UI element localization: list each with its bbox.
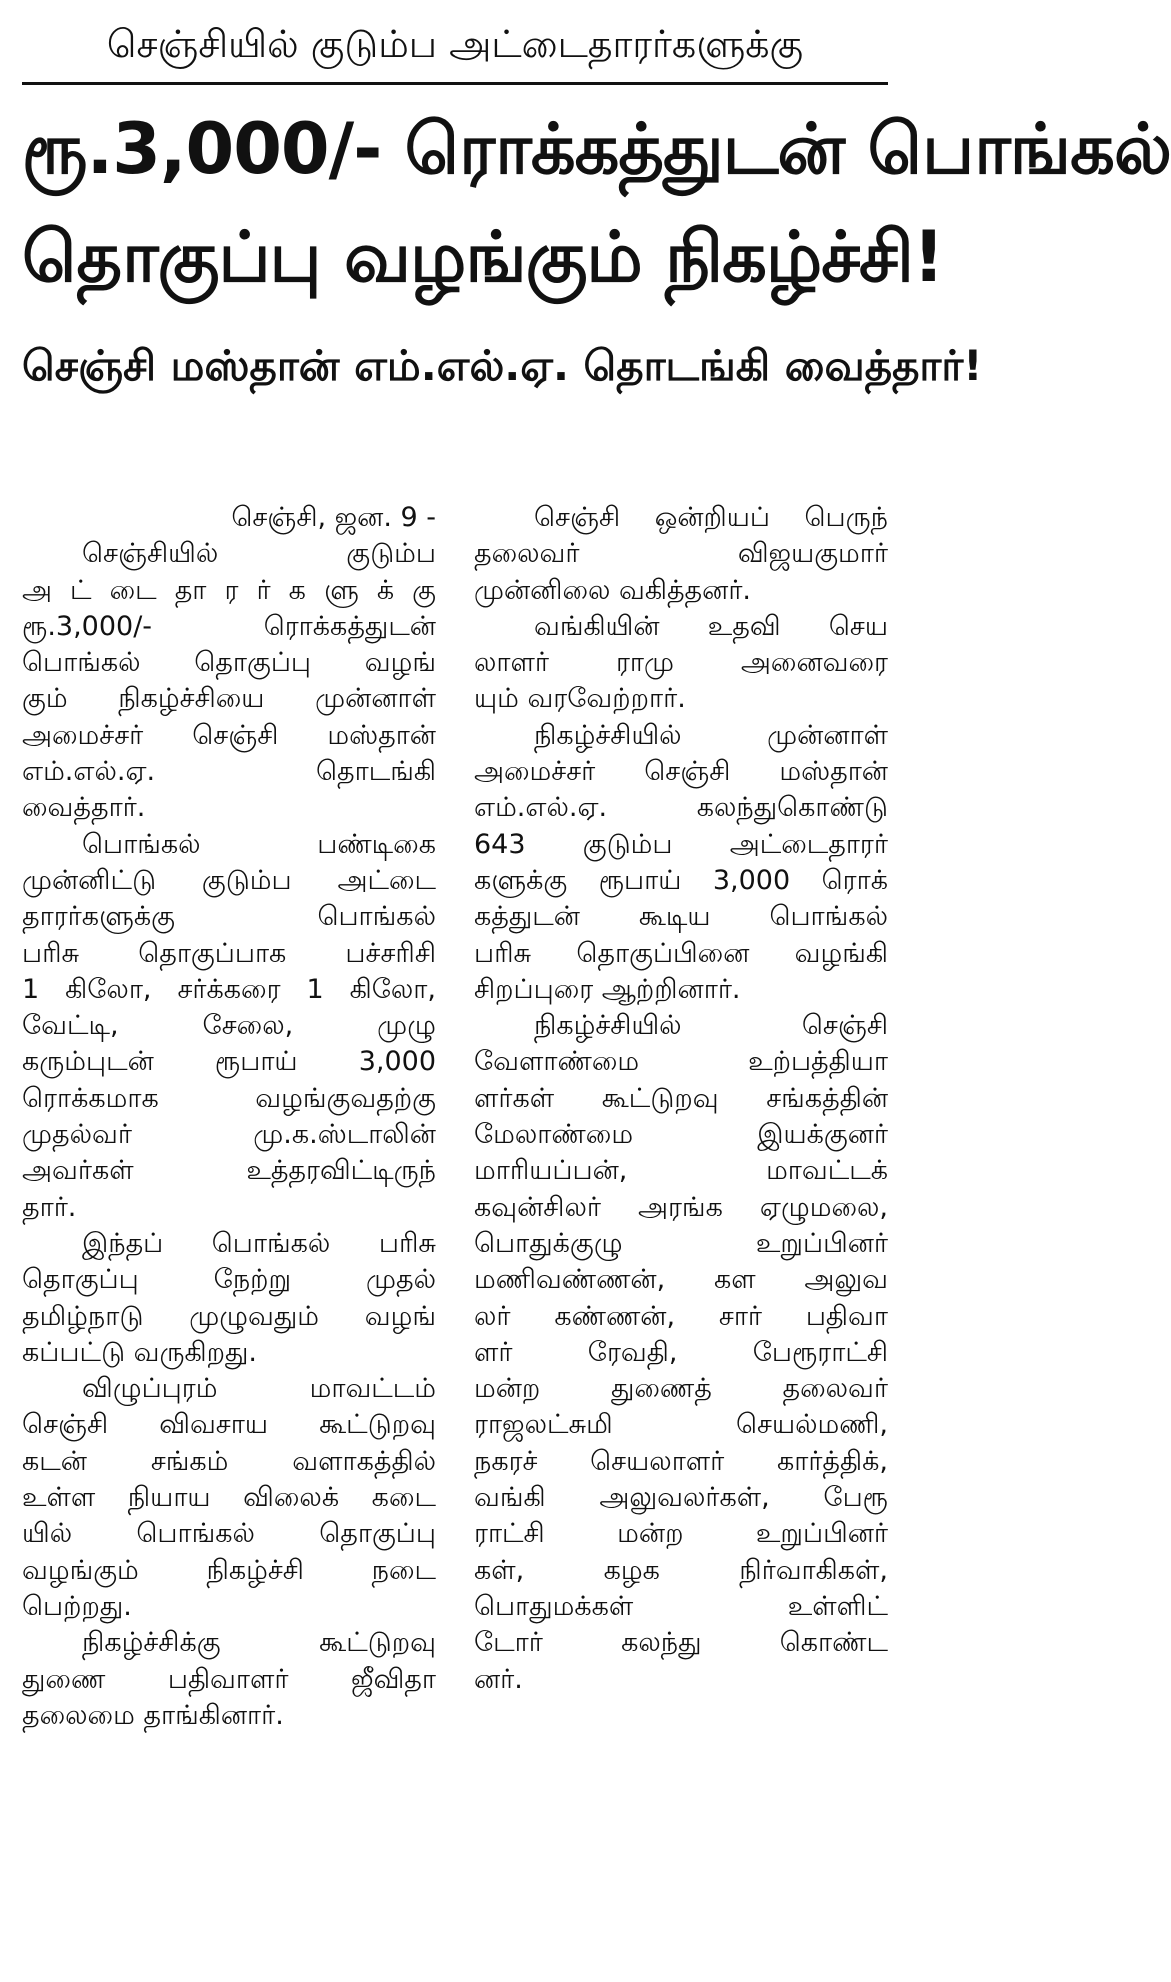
text-line: விழுப்புரம் மாவட்டம் (82, 1373, 436, 1405)
text-line: தமிழ்நாடு முழுவதும் வழங் (22, 1300, 436, 1332)
text-line: உள்ள நியாய விலைக் கடை (22, 1482, 436, 1514)
text-line: 1 கிலோ, சர்க்கரை 1 கிலோ, (22, 973, 436, 1005)
kicker-headline: செஞ்சியில் குடும்ப அட்டைதாரர்களுக்கு (106, 22, 804, 66)
text-line: செஞ்சியில் குடும்ப (82, 538, 436, 570)
text-line: ரொக்கமாக வழங்குவதற்கு (22, 1082, 436, 1114)
text-line: தலைவர் விஜயகுமார் (474, 538, 888, 570)
text-line: மேலாண்மை இயக்குனர் (474, 1119, 888, 1151)
text-line: சிறப்புரை ஆற்றினார். (474, 973, 741, 1005)
text-line: பொதுக்குழு உறுப்பினர் (474, 1227, 888, 1259)
text-line: நிகழ்ச்சிக்கு கூட்டுறவு (82, 1627, 436, 1659)
text-line: பொங்கல் தொகுப்பு வழங் (22, 647, 436, 679)
headline-line-2: தொகுப்பு வழங்கும் நிகழ்ச்சி! (22, 216, 944, 298)
text-line: எம்.எல்.ஏ. கலந்துகொண்டு (474, 792, 888, 824)
text-line: ராட்சி மன்ற உறுப்பினர் (474, 1518, 888, 1550)
text-line: கடன் சங்கம் வளாகத்தில் (22, 1445, 436, 1477)
text-line: நிகழ்ச்சியில் முன்னாள் (534, 719, 888, 751)
text-line: பரிசு தொகுப்பாக பச்சரிசி (22, 937, 436, 969)
text-line: மன்ற துணைத் தலைவர் (474, 1373, 888, 1405)
text-line: வங்கி அலுவலர்கள், பேரூ (474, 1482, 888, 1514)
text-line: தொகுப்பு நேற்று முதல் (22, 1264, 436, 1296)
text-line: கள், கழக நிர்வாகிகள், (474, 1554, 888, 1586)
text-line: செஞ்சி, ஜன. 9 - (231, 502, 436, 533)
text-line: நகரச் செயலாளர் கார்த்திக், (474, 1445, 888, 1477)
text-line: அமைச்சர் செஞ்சி மஸ்தான் (22, 719, 436, 751)
body-column-right (474, 500, 888, 1970)
text-line: கவுன்சிலர் அரங்க ஏழுமலை, (474, 1191, 888, 1223)
text-line: பெற்றது. (22, 1590, 132, 1622)
headline-rule (22, 82, 888, 85)
text-line: அவர்கள் உத்தரவிட்டிருந் (22, 1155, 436, 1187)
body-column-left (22, 500, 436, 1970)
text-line: எம்.எல்.ஏ. தொடங்கி (22, 756, 436, 788)
text-line: லர் கண்ணன், சார் பதிவா (474, 1300, 888, 1332)
text-line: யும் வரவேற்றார். (474, 683, 686, 715)
text-line: பரிசு தொகுப்பினை வழங்கி (474, 937, 888, 969)
text-line: அ ட் டை தா ர ர் க ளு க் கு (22, 574, 436, 606)
text-line: துணை பதிவாளர் ஜீவிதா (22, 1663, 436, 1695)
text-line: வைத்தார். (22, 792, 146, 824)
text-line: வேளாண்மை உற்பத்தியா (474, 1046, 888, 1078)
text-line: கத்துடன் கூடிய பொங்கல் (474, 901, 888, 933)
text-line: ராஜலட்சுமி செயல்மணி, (474, 1409, 888, 1441)
text-line: கும் நிகழ்ச்சியை முன்னாள் (22, 683, 436, 715)
text-line: தாரர்களுக்கு பொங்கல் (22, 901, 436, 933)
headline-line-1: ரூ.3,000/- ரொக்கத்துடன் பொங்கல் (22, 108, 1171, 190)
text-line: மாரியப்பன், மாவட்டக் (474, 1155, 888, 1187)
text-line: செஞ்சி விவசாய கூட்டுறவு (22, 1409, 436, 1441)
text-line: ரூ.3,000/- ரொக்கத்துடன் (22, 610, 436, 642)
text-line: பொதுமக்கள் உள்ளிட் (474, 1590, 888, 1622)
text-line: வழங்கும் நிகழ்ச்சி நடை (22, 1554, 436, 1586)
text-line: னர். (474, 1663, 523, 1695)
text-line: ளர் ரேவதி, பேரூராட்சி (474, 1336, 888, 1368)
text-line: யில் பொங்கல் தொகுப்பு (22, 1518, 436, 1550)
text-line: அமைச்சர் செஞ்சி மஸ்தான் (474, 756, 888, 788)
text-line: செஞ்சி ஒன்றியப் பெருந் (534, 502, 888, 533)
text-line: இந்தப் பொங்கல் பரிசு (82, 1227, 436, 1259)
text-line: களுக்கு ரூபாய் 3,000 ரொக் (474, 864, 888, 896)
text-line: தலைமை தாங்கினார். (22, 1699, 284, 1731)
text-line: வங்கியின் உதவி செய (534, 610, 888, 642)
subheadline: செஞ்சி மஸ்தான் எம்.எல்.ஏ. தொடங்கி வைத்தார்! (22, 341, 983, 390)
text-line: முதல்வர் மு.க.ஸ்டாலின் (22, 1119, 436, 1151)
text-line: மணிவண்ணன், கள அலுவ (474, 1264, 888, 1296)
text-line: லாளர் ராமு அனைவரை (474, 647, 888, 679)
text-line: 643 குடும்ப அட்டைதாரர் (474, 828, 888, 860)
article-body (22, 500, 888, 1970)
text-line: கரும்புடன் ரூபாய் 3,000 (22, 1046, 436, 1078)
text-line: ளர்கள் கூட்டுறவு சங்கத்தின் (474, 1082, 888, 1114)
text-line: டோர் கலந்து கொண்ட (474, 1627, 888, 1659)
text-line: வேட்டி, சேலை, முழு (22, 1010, 436, 1042)
text-line: முன்னிட்டு குடும்ப அட்டை (22, 864, 436, 896)
text-line: முன்னிலை வகித்தனர். (474, 574, 752, 606)
text-line: தார். (22, 1191, 77, 1223)
text-line: பொங்கல் பண்டிகை (82, 828, 436, 860)
text-line: கப்பட்டு வருகிறது. (22, 1336, 257, 1368)
text-line: நிகழ்ச்சியில் செஞ்சி (534, 1010, 888, 1042)
